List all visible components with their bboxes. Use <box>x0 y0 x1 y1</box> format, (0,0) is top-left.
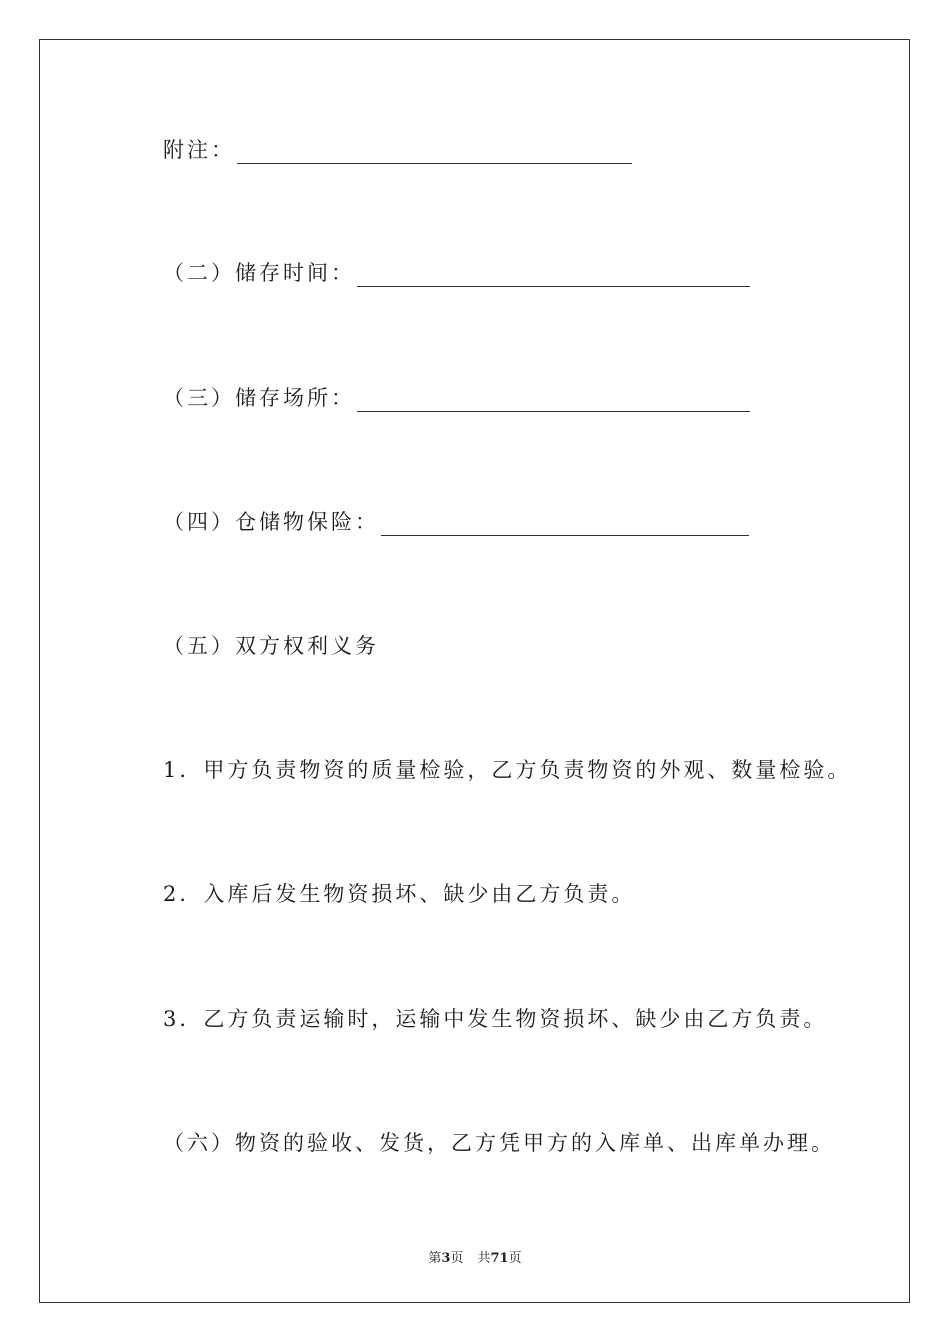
footer-total-unit: 页 <box>508 1251 522 1266</box>
clause-3 <box>163 1005 827 1033</box>
storage-place-blank[interactable] <box>357 389 750 412</box>
footer-total-prefix: 共 <box>477 1251 491 1266</box>
clause-2-text: 2．入库后发生物资损坏、缺少由乙方负责。 <box>163 882 636 906</box>
footer-page-current: 3 <box>441 1251 451 1266</box>
insurance-field <box>163 508 749 536</box>
note-field <box>163 136 632 164</box>
footer-page-total: 71 <box>490 1251 509 1266</box>
storage-place-label: （三）储存场所： <box>163 386 355 410</box>
insurance-blank[interactable] <box>381 513 749 536</box>
note-blank[interactable] <box>237 141 632 164</box>
page-frame <box>39 39 910 1303</box>
clause-2 <box>163 880 635 908</box>
note-label: 附注： <box>163 138 235 162</box>
storage-place-field <box>163 384 750 412</box>
section-acceptance <box>163 1129 835 1157</box>
storage-time-blank[interactable] <box>357 264 750 287</box>
footer-page-prefix: 第 <box>428 1251 442 1266</box>
clause-3-text: 3．乙方负责运输时，运输中发生物资损坏、缺少由乙方负责。 <box>163 1007 828 1031</box>
section-heading-rights <box>163 632 379 660</box>
clause-1-text: 1．甲方负责物资的质量检验，乙方负责物资的外观、数量检验。 <box>163 758 852 782</box>
footer-page-unit: 页 <box>450 1251 464 1266</box>
page-footer <box>0 1247 950 1266</box>
acceptance-text: （六）物资的验收、发货，乙方凭甲方的入库单、出库单办理。 <box>163 1131 835 1155</box>
clause-1 <box>163 756 851 784</box>
storage-time-field <box>163 259 750 287</box>
rights-heading-text: （五）双方权利义务 <box>163 634 379 658</box>
storage-time-label: （二）储存时间： <box>163 261 355 285</box>
insurance-label: （四）仓储物保险： <box>163 510 379 534</box>
